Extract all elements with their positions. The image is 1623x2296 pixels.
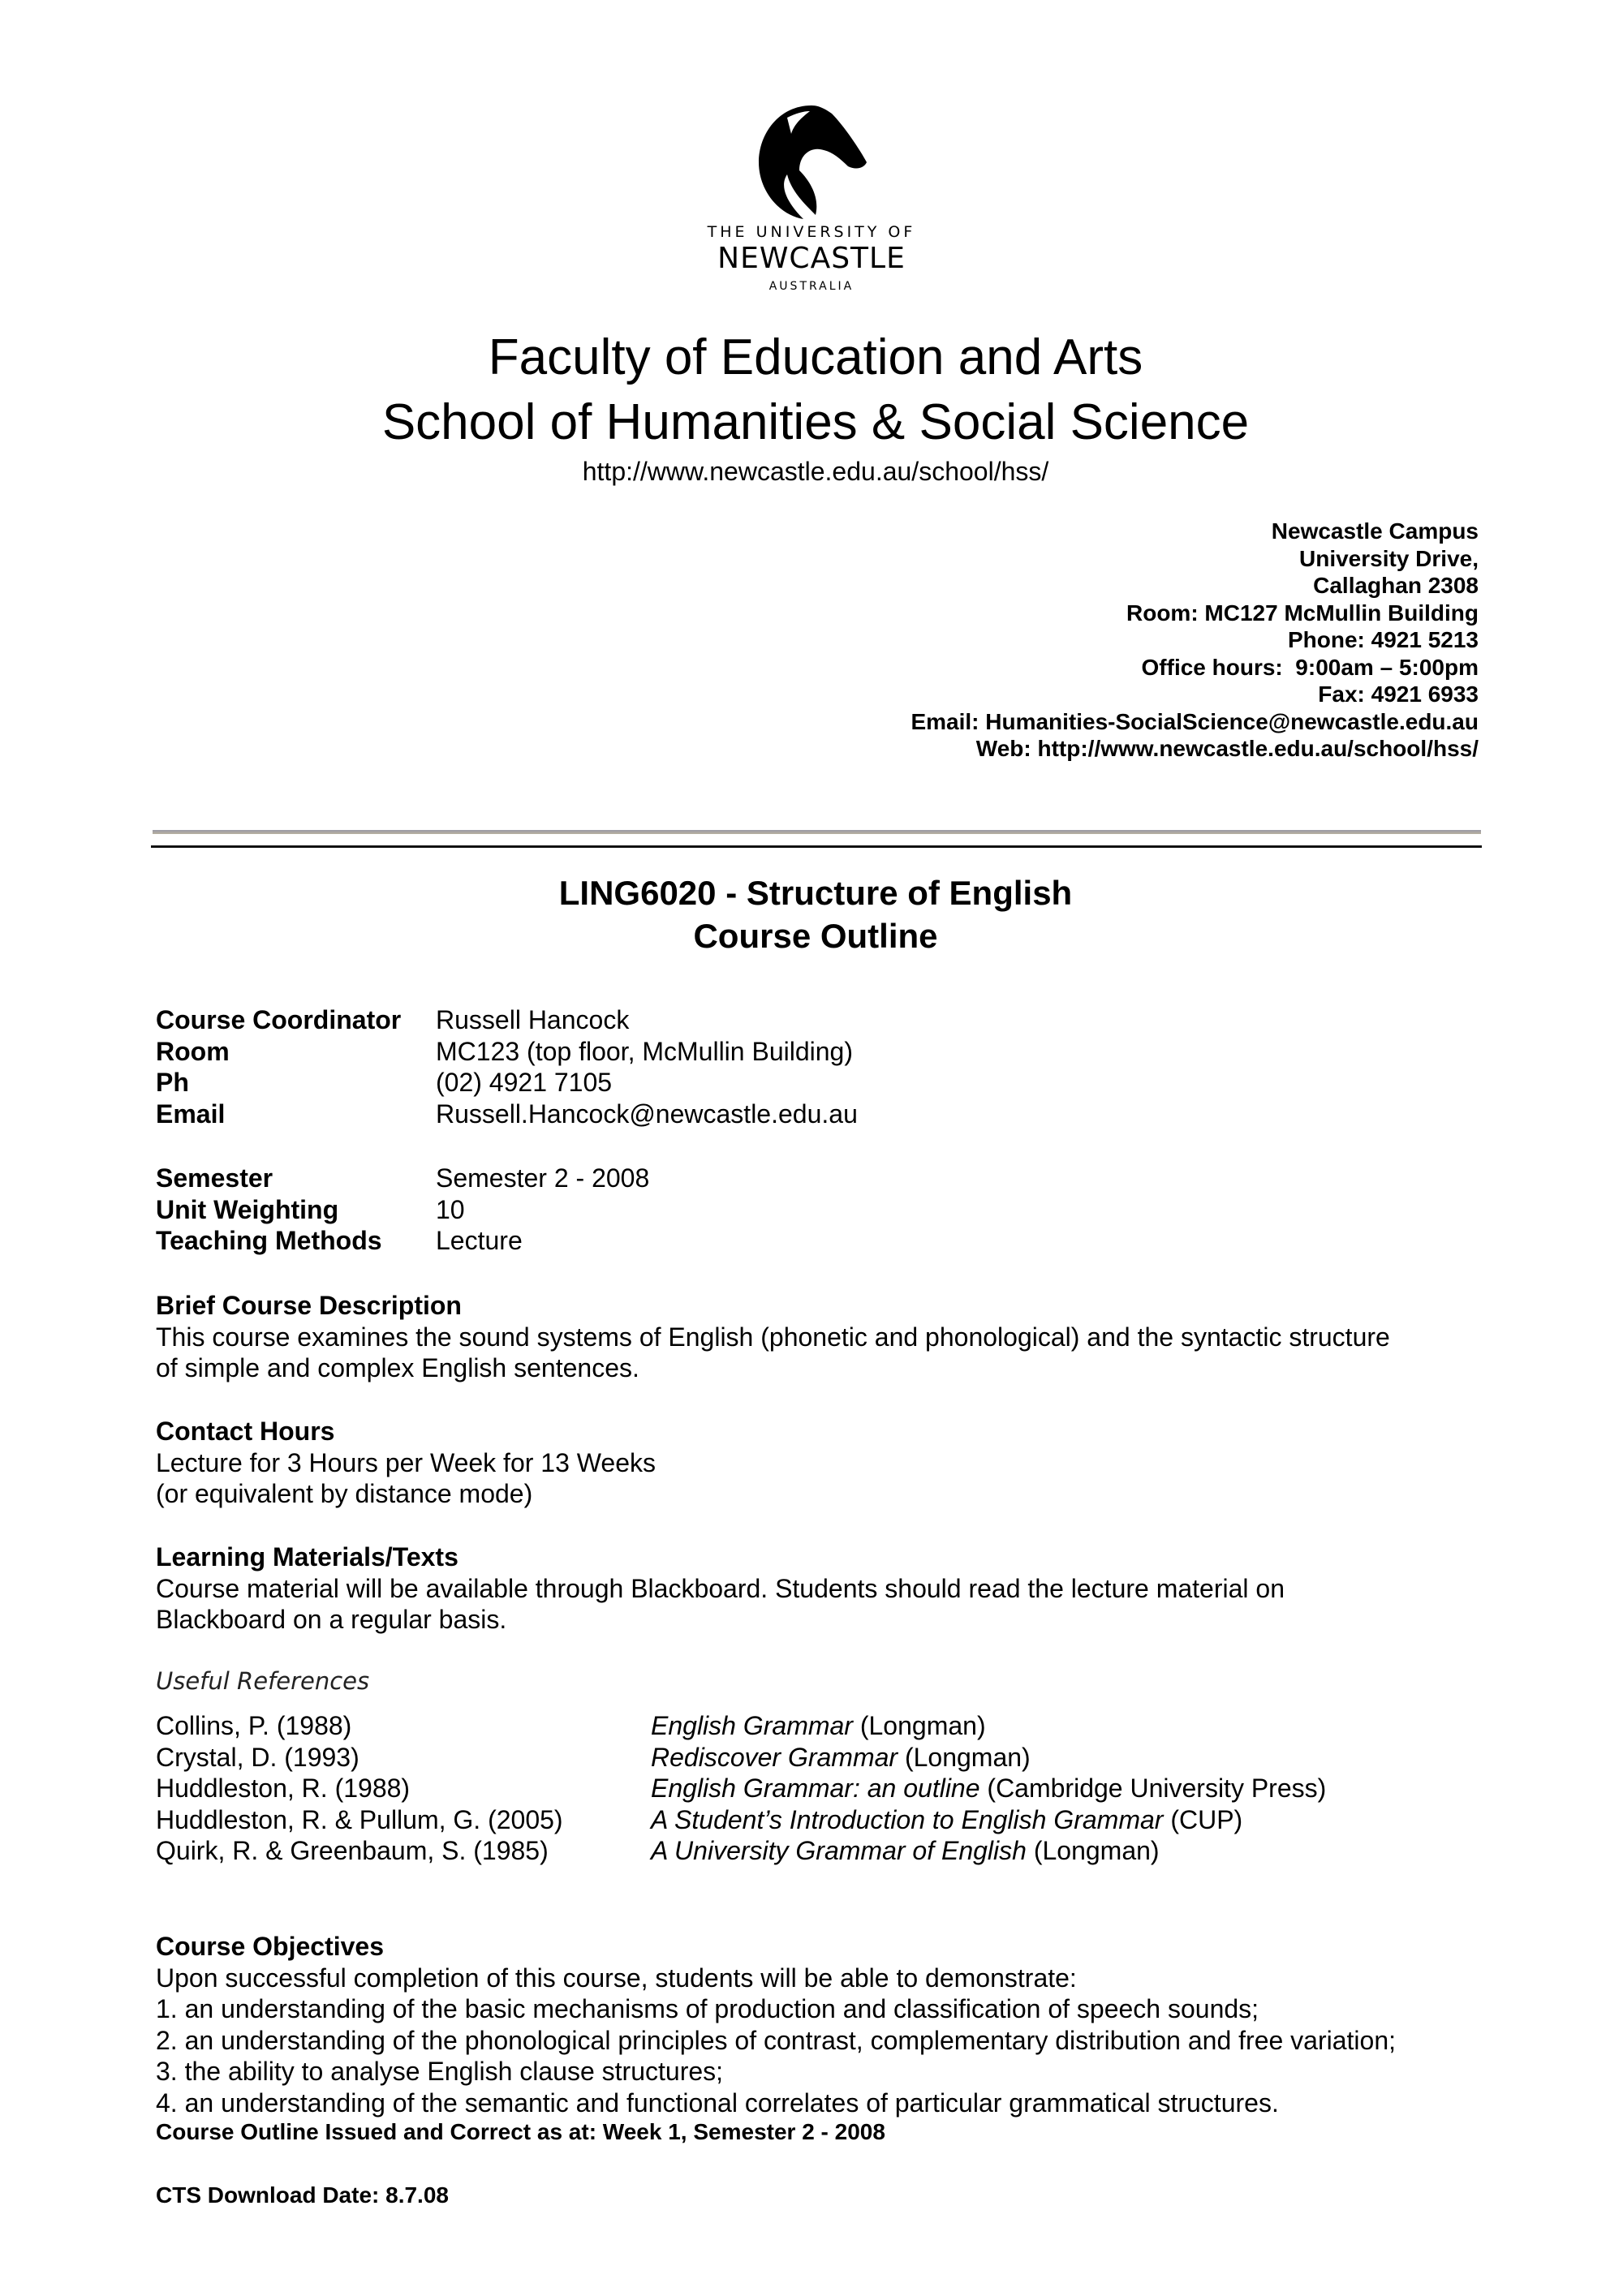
reference-item	[156, 1835, 1326, 1867]
contact-hours-section	[156, 1416, 1535, 1510]
references-list	[156, 1710, 1326, 1867]
address-block	[911, 518, 1479, 763]
reference-title: Rediscover Grammar	[651, 1742, 898, 1772]
section-heading: Contact Hours	[156, 1417, 335, 1446]
section-text: Blackboard on a regular basis.	[156, 1605, 507, 1634]
info-value: Lecture	[436, 1226, 523, 1255]
info-row	[156, 1036, 858, 1068]
description-section	[156, 1290, 1535, 1384]
reference-publisher: (Longman)	[852, 1711, 986, 1740]
reference-item	[156, 1742, 1326, 1774]
school-url-link[interactable]: http://www.newcastle.edu.au/school/hss/	[582, 457, 1049, 486]
section-text: (or equivalent by distance mode)	[156, 1479, 533, 1508]
address-web-link[interactable]: Web: http://www.newcastle.edu.au/school/hss/	[975, 736, 1479, 761]
course-details	[156, 1163, 649, 1257]
materials-section	[156, 1541, 1535, 1636]
info-label: Teaching Methods	[156, 1226, 382, 1255]
info-value: Semester 2 - 2008	[436, 1163, 650, 1193]
reference-item	[156, 1804, 1326, 1836]
info-value: Russell Hancock	[436, 1005, 630, 1034]
info-label: Email	[156, 1099, 226, 1129]
faculty-title: Faculty of Education and Arts	[488, 329, 1143, 385]
section-heading: Course Objectives	[156, 1932, 384, 1961]
divider-top	[153, 830, 1481, 834]
coordinator-email-link[interactable]: Russell.Hancock@newcastle.edu.au	[436, 1099, 858, 1129]
issued-note: Course Outline Issued and Correct as at: Week 1, Semester 2 - 2008	[156, 2119, 885, 2144]
info-label: Semester	[156, 1163, 273, 1193]
logo-line-1: THE UNIVERSITY OF	[707, 223, 916, 241]
info-row	[156, 1163, 649, 1194]
section-text: Upon successful completion of this course, students will be able to demonstrate:	[156, 1963, 1077, 1993]
info-value: (02) 4921 7105	[436, 1068, 613, 1097]
reference-author: Quirk, R. & Greenbaum, S. (1985)	[156, 1836, 549, 1865]
info-label: Course Coordinator	[156, 1005, 402, 1034]
section-heading: Brief Course Description	[156, 1291, 462, 1320]
reference-publisher: (Cambridge University Press)	[979, 1774, 1327, 1803]
address-email-link[interactable]: Email: Humanities-SocialScience@newcastle.edu.au	[911, 708, 1479, 734]
info-row	[156, 1099, 858, 1130]
objective-item: 3. the ability to analyse English clause structures;	[156, 2057, 724, 2086]
course-title: LING6020 - Structure of English	[558, 874, 1073, 912]
info-row	[156, 1067, 858, 1099]
references-heading: Useful References	[156, 1667, 370, 1695]
objective-item: 4. an understanding of the semantic and functional correlates of particular grammatical structures.	[156, 2087, 1279, 2118]
section-text: Lecture for 3 Hours per Week for 13 Weeks	[156, 1447, 656, 1477]
info-value: 10	[436, 1194, 465, 1224]
address-line: University Drive,	[1299, 545, 1479, 571]
info-label: Ph	[156, 1068, 189, 1097]
reference-publisher: (Longman)	[1026, 1836, 1160, 1865]
objective-item: 2. an understanding of the phonological principles of contrast, complementary distribution and free variation;	[156, 2025, 1397, 2055]
course-subtitle: Course Outline	[693, 917, 938, 955]
section-text: This course examines the sound systems of English (phonetic and phonological) and the syntactic structure	[156, 1322, 1390, 1352]
reference-title: A Student’s Introduction to English Grammar	[651, 1804, 1164, 1834]
section-text: Course material will be available through Blackboard. Students should read the lecture material on	[156, 1573, 1285, 1603]
reference-title: A University Grammar of English	[651, 1836, 1027, 1865]
objectives-section	[156, 1931, 1535, 2118]
section-heading: Learning Materials/Texts	[156, 1542, 458, 1572]
reference-title: English Grammar: an outline	[651, 1774, 980, 1803]
logo-line-3: AUSTRALIA	[768, 280, 855, 293]
divider-bottom	[151, 845, 1482, 848]
university-horse-logo-icon	[755, 101, 868, 223]
reference-author: Huddleston, R. (1988)	[156, 1774, 411, 1803]
info-row	[156, 1194, 649, 1226]
section-text: of simple and complex English sentences.	[156, 1353, 639, 1382]
reference-author: Crystal, D. (1993)	[156, 1742, 359, 1772]
info-row	[156, 1225, 649, 1257]
school-title: School of Humanities & Social Science	[381, 394, 1250, 450]
logo-line-2: NEWCASTLE	[717, 242, 906, 275]
address-line: Room: MC127 McMullin Building	[1126, 600, 1479, 626]
reference-title: English Grammar	[651, 1711, 853, 1740]
contact-info	[156, 1004, 858, 1129]
reference-publisher: (Longman)	[898, 1742, 1031, 1772]
reference-publisher: (CUP)	[1163, 1804, 1243, 1834]
info-row	[156, 1004, 858, 1036]
address-line: Office hours: 9:00am – 5:00pm	[1141, 654, 1479, 680]
reference-author: Huddleston, R. & Pullum, G. (2005)	[156, 1804, 563, 1834]
info-label: Room	[156, 1036, 230, 1066]
objective-item: 1. an understanding of the basic mechanisms of production and classification of speech sounds;	[156, 1994, 1259, 2023]
reference-item	[156, 1710, 1326, 1742]
address-line: Fax: 4921 6933	[1318, 681, 1479, 707]
cts-download-date: CTS Download Date: 8.7.08	[156, 2182, 449, 2208]
address-line: Newcastle Campus	[1271, 518, 1479, 544]
reference-item	[156, 1773, 1326, 1804]
reference-author: Collins, P. (1988)	[156, 1711, 352, 1740]
info-label: Unit Weighting	[156, 1194, 339, 1224]
address-line: Phone: 4921 5213	[1287, 627, 1479, 652]
address-line: Callaghan 2308	[1313, 573, 1479, 598]
info-value: MC123 (top floor, McMullin Building)	[436, 1036, 853, 1066]
